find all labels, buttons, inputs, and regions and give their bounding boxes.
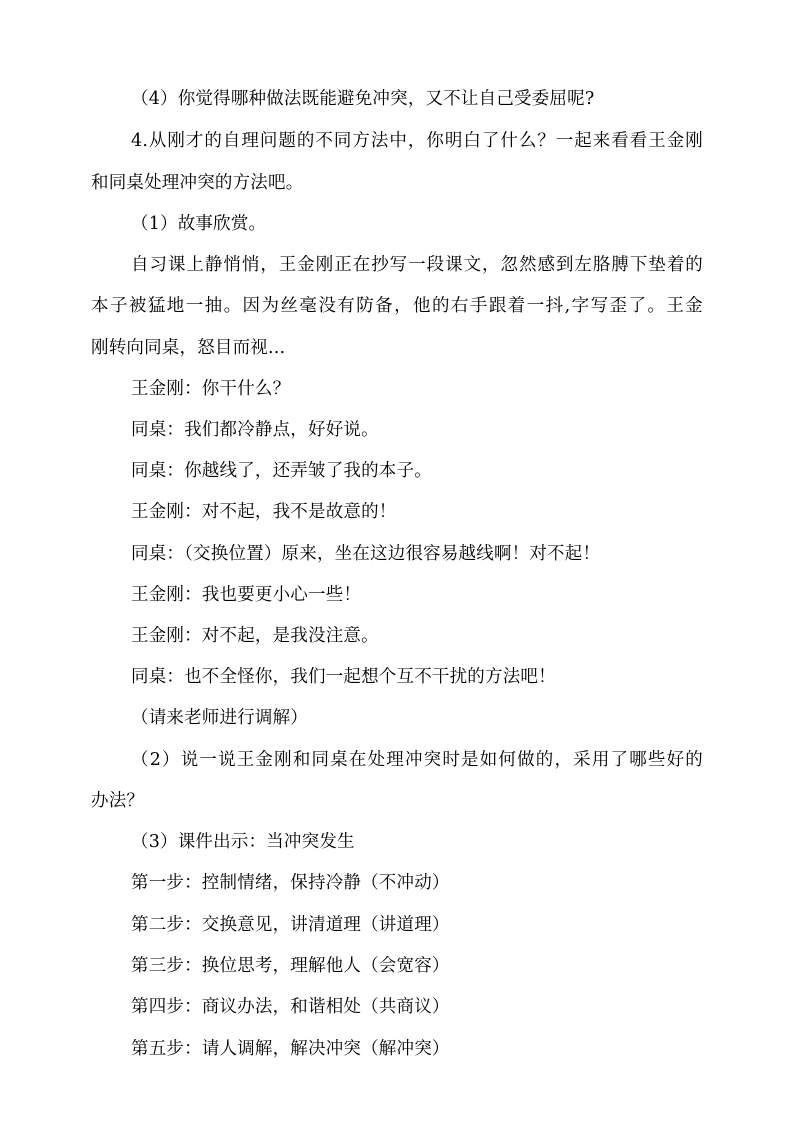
dialogue-line: 同桌：我们都冷静点，好好说。 [131, 420, 379, 440]
story-paragraph-line-2: 本子被猛地一抽。因为丝毫没有防备，他的右手跟着一抖,字写歪了。王金 [91, 296, 703, 316]
section-4-intro-line-2: 和同桌处理冲突的方法吧。 [91, 173, 304, 193]
slide-heading: （3）课件出示：当冲突发生 [131, 832, 355, 852]
story-paragraph-line-3: 刚转向同桌，怒目而视... [91, 338, 286, 358]
question-2-line-1: （2）说一说王金刚和同桌在处理冲突时是如何做的，采用了哪些好的 [131, 750, 703, 770]
dialogue-line: 王金刚：对不起，我不是故意的！ [131, 502, 397, 522]
story-paragraph-line-1: 自习课上静悄悄，王金刚正在抄写一段课文，忽然感到左胳膊下垫着的 [131, 255, 703, 275]
dialogue-line: 王金刚：你干什么？ [131, 379, 291, 399]
step-item: 第三步：换位思考，理解他人（会宽容） [131, 956, 450, 976]
stage-direction: （请来老师进行调解） [131, 708, 308, 728]
dialogue-line: 王金刚：对不起，是我没注意。 [131, 626, 379, 646]
dialogue-line: 同桌：你越线了，还弄皱了我的本子。 [131, 461, 432, 481]
dialogue-line: 同桌：（交换位置）原来，坐在这边很容易越线啊！对不起！ [131, 544, 601, 564]
story-heading: （1）故事欣赏。 [131, 214, 267, 234]
question-2-line-2: 办法？ [91, 791, 145, 811]
dialogue-line: 王金刚：我也要更小心一些！ [131, 585, 362, 605]
step-item: 第四步：商议办法，和谐相处（共商议） [131, 997, 450, 1017]
dialogue-line: 同桌：也不全怪你，我们一起想个互不干扰的方法吧！ [131, 667, 556, 687]
step-item: 第一步：控制情绪，保持冷静（不冲动） [131, 873, 450, 893]
question-4: （4）你觉得哪种做法既能避免冲突，又不让自己受委屈呢? [131, 89, 595, 109]
section-4-intro-line-1: 4.从刚才的自理问题的不同方法中，你明白了什么？一起来看看王金刚 [131, 131, 703, 151]
step-item: 第二步：交换意见，讲清道理（讲道理） [131, 915, 450, 935]
step-item: 第五步：请人调解，解决冲突（解冲突） [131, 1039, 450, 1059]
